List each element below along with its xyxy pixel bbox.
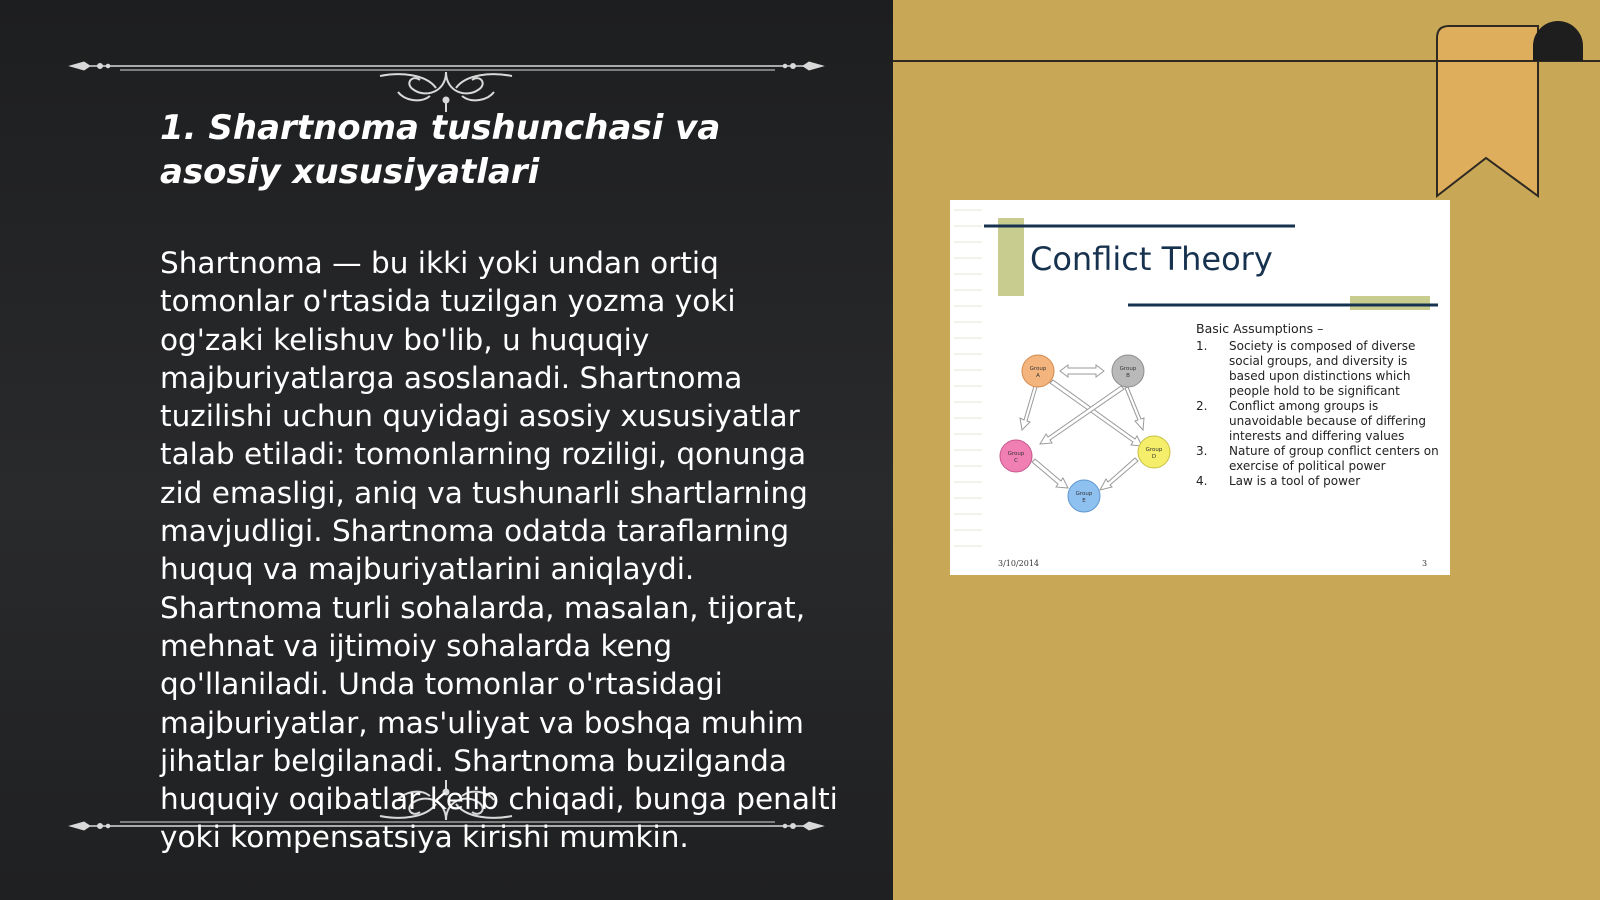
list-item-text: Law is a tool of power	[1229, 474, 1361, 488]
group-e-label: Group	[1075, 491, 1093, 497]
assumptions-list	[1196, 339, 1442, 489]
slide-body-text: Shartnoma — bu ikki yoki undan ortiq tomonlar o'rtasida tuzilgan yozma yoki og'zaki kelishuv bo'lib, u huquqiy majburiyatlarga asoslanadi. Shartnoma tuzilishi uchun quyidagi asosiy xususiyatlar talab etiladi: tomonlarning roziligi, qonunga zid emasligi, aniq va tushunarli shartlarning mavjudligi. Shartnoma odatda taraflarning huquq va majburiyatlarini aniqlaydi. Shartnoma turli sohalarda, masalan, tijorat, mehnat va ijtimoiy sohalarda keng qo'llaniladi. Unda tomonlar o'rtasidagi majburiyatlar, mas'uliyat va boshqa muhim jihatlar belgilanadi. Shartnoma buzilganda huquqiy oqibatlar kelib chiqadi, bunga penalti yoki kompensatsiya kirishi mumkin.	[160, 246, 838, 855]
group-d-letter: D	[1151, 454, 1157, 460]
top-ornamental-divider	[70, 62, 823, 112]
conflict-group-nodes	[1000, 355, 1170, 512]
list-item-number: 2.	[1196, 399, 1208, 413]
bookmark-ribbon-icon	[1437, 21, 1583, 196]
group-a-letter: A	[1036, 373, 1040, 379]
conflict-theory-slide-image	[950, 200, 1450, 575]
group-b-letter: B	[1126, 373, 1130, 379]
list-item-number: 4.	[1196, 474, 1208, 488]
list-item-number: 1.	[1196, 339, 1208, 353]
thumb-slide-date: 3/10/2014	[998, 559, 1040, 568]
thumb-accent-bar	[1350, 296, 1430, 310]
thumb-list-heading: Basic Assumptions –	[1196, 321, 1324, 336]
group-b-label: Group	[1119, 366, 1137, 372]
list-item-number: 3.	[1196, 444, 1208, 458]
thumb-slide-title: Conflict Theory	[1030, 240, 1273, 278]
thumb-slide-page-number: 3	[1422, 559, 1428, 568]
slide-title: 1. Shartnoma tushunchasi va asosiy xususiyatlari	[160, 108, 721, 192]
group-c-letter: C	[1014, 458, 1018, 464]
list-item-text: Society is composed of diverse social groups, and diversity is based upon distinctions which people hold to be significant	[1229, 339, 1416, 398]
group-d-label: Group	[1145, 447, 1163, 453]
list-item-text: Nature of group conflict centers on exercise of political power	[1229, 444, 1439, 473]
list-item	[1196, 474, 1442, 489]
group-c-label: Group	[1007, 451, 1025, 457]
thumb-accent-block	[998, 218, 1024, 296]
list-item-text: Conflict among groups is unavoidable because of differing interests and differing values	[1229, 399, 1426, 443]
group-e-letter: E	[1082, 498, 1086, 504]
list-item	[1196, 399, 1442, 444]
list-item	[1196, 339, 1442, 399]
group-a-label: Group	[1029, 366, 1047, 372]
list-item	[1196, 444, 1442, 474]
thumb-left-stripes	[954, 210, 982, 546]
